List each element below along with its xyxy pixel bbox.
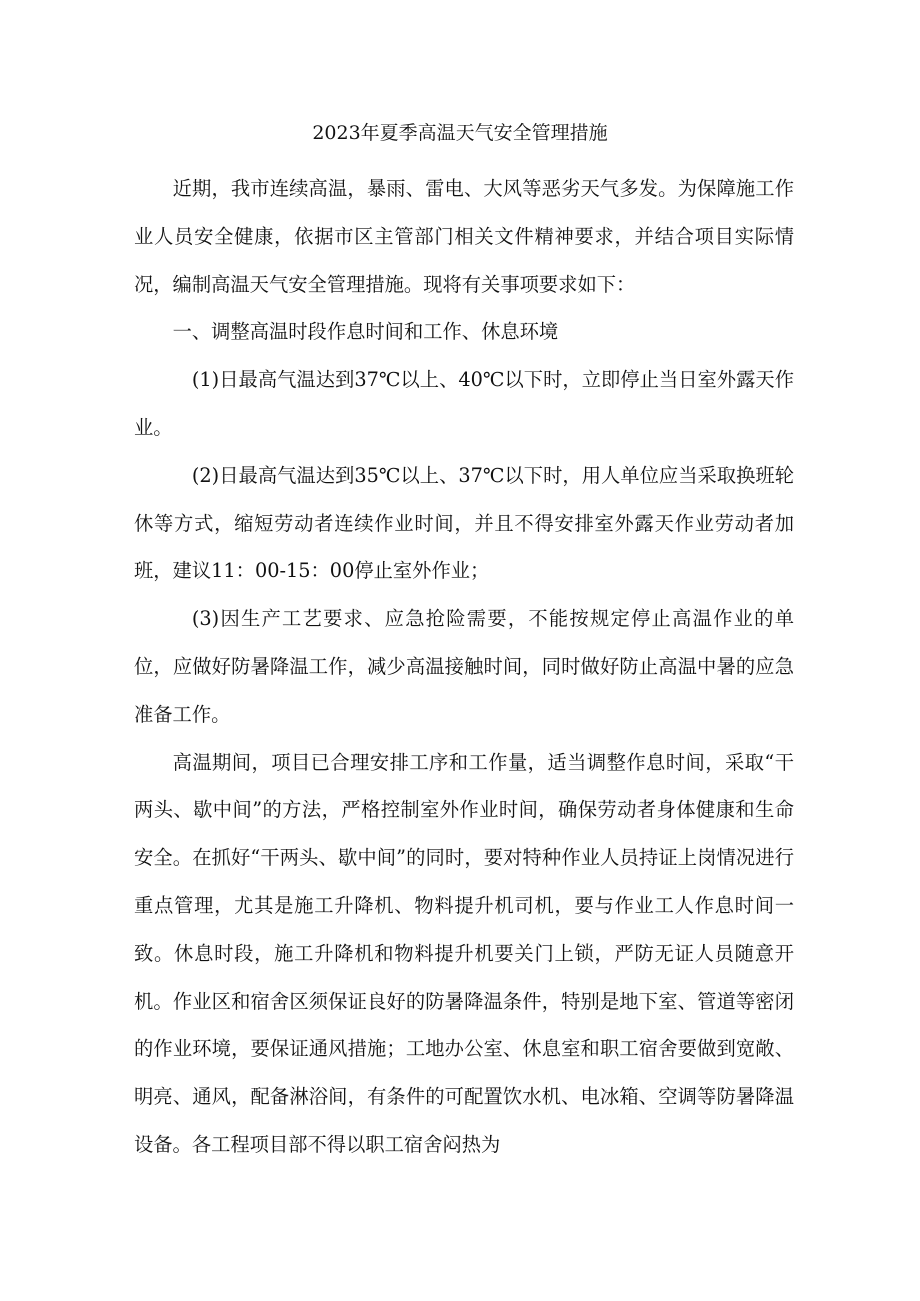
document-body xyxy=(134,165,794,1169)
paragraph-high-temp-period: 高温期间，项目已合理安排工序和工作量，适当调整作息时间，采取“干两头、歇中间”的方法，严格控制室外作业时间，确保劳动者身体健康和生命安全。在抓好“干两头、歇中间”的同时，要对特种作业人员持证上岗情况进行重点管理，尤其是施工升降机、物料提升机司机，要与作业工人作息时间一致。休息时段，施工升降机和物料提升机要关门上锁，严防无证人员随意开机。作业区和宿舍区须保证良好的防暑降温条件，特别是地下室、管道等密闭的作业环境，要保证通风措施；工地办公室、休息室和职工宿舍要做到宽敞、明亮、通风，配备淋浴间，有条件的可配置饮水机、电冰箱、空调等防暑降温设备。各工程项目部不得以职工宿舍闷热为 xyxy=(134,750,794,1156)
list-item-3: (3)因生产工艺要求、应急抢险需要，不能按规定停止高温作业的单位，应做好防暑降温工作，减少高温接触时间，同时做好防止高温中暑的应急准备工作。 xyxy=(134,607,794,726)
paragraph-intro: 近期，我市连续高温，暴雨、雷电、大风等恶劣天气多发。为保障施工作业人员安全健康，依据市区主管部门相关文件精神要求，并结合项目实际情况，编制高温天气安全管理措施。现将有关事项要求如下： xyxy=(134,177,794,296)
section-heading-1: 一、调整高温时段作息时间和工作、休息环境 xyxy=(172,320,559,344)
document-title: 2023年夏季高温天气安全管理措施 xyxy=(312,122,608,144)
list-item-1: (1)日最高气温达到37℃以上、40℃以下时，立即停止当日室外露天作业。 xyxy=(134,368,794,439)
list-item-2: (2)日最高气温达到35℃以上、37℃以下时，用人单位应当采取换班轮休等方式，缩短劳动者连续作业时间，并且不得安排室外露天作业劳动者加班，建议11：00-15：00停止室外作业； xyxy=(134,463,794,583)
